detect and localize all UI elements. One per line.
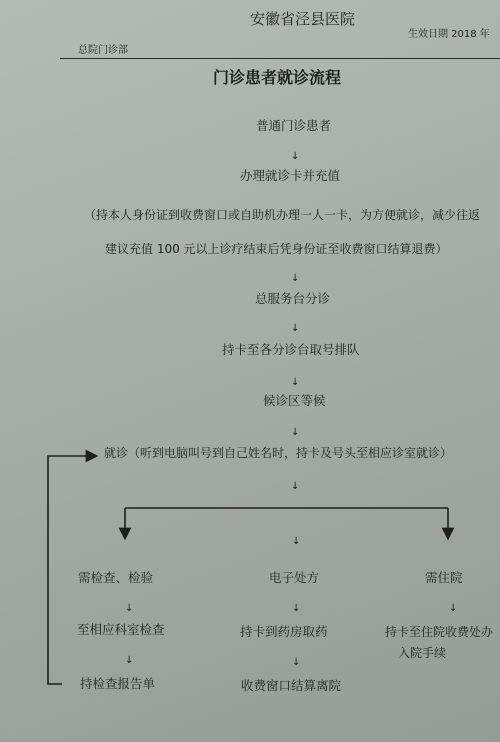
arrow-down-icon: ↓ [125, 603, 134, 614]
step-queue: 持卡至各分诊台取号排队 [222, 342, 360, 357]
arrow-down-icon: ↓ [291, 481, 300, 492]
branch-right-title: 需住院 [425, 570, 463, 585]
arrow-down-icon: ↓ [292, 657, 301, 668]
arrow-down-icon: ↓ [125, 655, 134, 666]
effective-date: 生效日期 2018 年 [408, 29, 490, 40]
step-outpatient: 普通门诊患者 [256, 118, 332, 133]
step-triage: 总服务台分诊 [255, 291, 331, 306]
hospital-name: 安徽省泾县医院 [250, 10, 356, 28]
department-label: 总院门诊部 [78, 45, 128, 56]
step-waiting: 候诊区等候 [263, 393, 326, 408]
note-line-1: （持本人身份证到收费窗口或自助机办理一人一卡，为方便就诊，减少往返 [84, 208, 481, 222]
arrow-down-icon: ↓ [449, 603, 458, 614]
branch-right-step3: 入院手续 [398, 646, 447, 660]
arrow-down-icon: ↓ [291, 323, 300, 334]
step-register-card: 办理就诊卡并充值 [240, 168, 341, 183]
branch-left-title: 需检查、检验 [78, 570, 154, 585]
step-consultation: 就诊（听到电脑叫号到自己姓名时，持卡及号头至相应诊室就诊） [104, 446, 453, 460]
branch-left-step3: 持检查报告单 [80, 676, 156, 691]
branch-left-step2: 至相应科室检查 [77, 622, 165, 637]
arrow-down-icon: ↓ [291, 151, 300, 162]
branch-middle-step3: 收费窗口结算离院 [241, 678, 342, 693]
arrow-down-icon: ↓ [292, 603, 301, 614]
arrow-down-icon: ↓ [292, 536, 301, 547]
note-line-2: 建议充值 100 元以上诊疗结束后凭身份证至收费窗口结算退费） [105, 242, 448, 256]
arrow-down-icon: ↓ [291, 427, 300, 438]
page-title: 门诊患者就诊流程 [213, 68, 342, 87]
branch-middle-title: 电子处方 [269, 570, 320, 585]
arrow-down-icon: ↓ [291, 377, 300, 388]
arrow-down-icon: ↓ [291, 273, 300, 284]
branch-middle-step2: 持卡到药房取药 [240, 624, 328, 639]
branch-right-step2: 持卡至住院收费处办 [385, 625, 494, 639]
